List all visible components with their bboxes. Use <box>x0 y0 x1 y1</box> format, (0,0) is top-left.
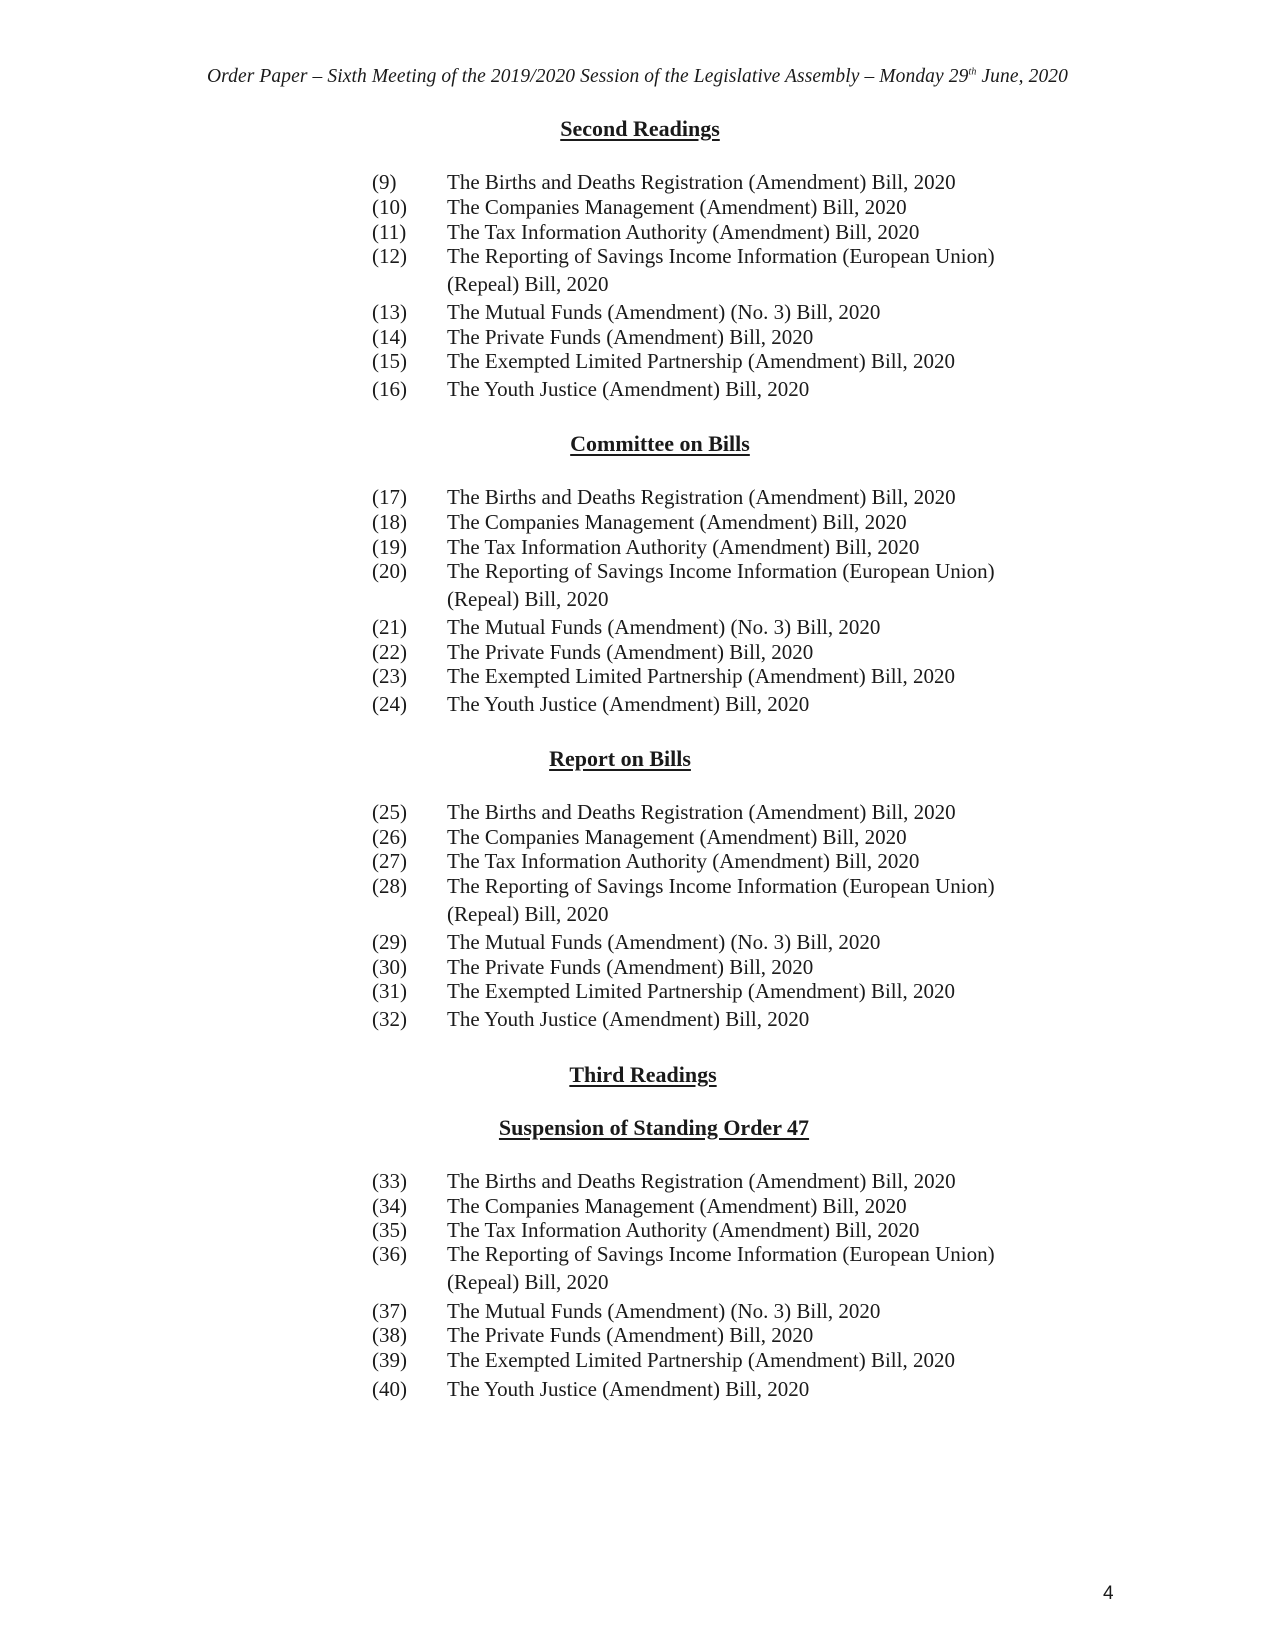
item-number: (15) <box>372 349 407 373</box>
bill-title: The Exempted Limited Partnership (Amendment) Bill, 2020 <box>447 1348 955 1372</box>
bill-title: The Private Funds (Amendment) Bill, 2020 <box>447 955 814 979</box>
section-heading-second-readings: Second Readings <box>560 116 720 141</box>
bill-title: The Tax Information Authority (Amendment) Bill, 2020 <box>447 220 920 244</box>
item-number: (27) <box>372 849 407 873</box>
bill-title: The Tax Information Authority (Amendment) Bill, 2020 <box>447 535 920 559</box>
bill-title: The Tax Information Authority (Amendment) Bill, 2020 <box>447 849 920 873</box>
section-heading-third-readings: Third Readings <box>569 1062 717 1087</box>
item-number: (24) <box>372 692 407 716</box>
item-number: (16) <box>372 377 407 401</box>
item-number: (18) <box>372 510 407 534</box>
bill-title: The Births and Deaths Registration (Amendment) Bill, 2020 <box>447 800 956 824</box>
bill-title: The Private Funds (Amendment) Bill, 2020 <box>447 325 814 349</box>
section-heading-committee-on-bills: Committee on Bills <box>570 431 750 456</box>
bill-title: The Youth Justice (Amendment) Bill, 2020 <box>447 377 810 401</box>
item-number: (35) <box>372 1218 407 1242</box>
item-number: (31) <box>372 979 407 1003</box>
item-number: (13) <box>372 300 407 324</box>
item-number: (37) <box>372 1299 407 1323</box>
item-number: (20) <box>372 559 407 583</box>
page-header <box>0 66 1275 88</box>
header-text: Order Paper – Sixth Meeting of the 2019/2020 Session of the Legislative Assembly – Monday 29 <box>207 66 969 87</box>
item-number: (22) <box>372 640 407 664</box>
page-number: 4 <box>1103 1583 1114 1604</box>
item-number: (40) <box>372 1377 407 1401</box>
header-superscript: th <box>968 66 977 78</box>
item-number: (19) <box>372 535 407 559</box>
item-number: (36) <box>372 1242 407 1266</box>
item-number: (12) <box>372 244 407 268</box>
item-number: (38) <box>372 1323 407 1347</box>
item-number: (10) <box>372 195 407 219</box>
bill-title: The Mutual Funds (Amendment) (No. 3) Bill, 2020 <box>447 930 881 954</box>
bill-title: The Mutual Funds (Amendment) (No. 3) Bill, 2020 <box>447 300 881 324</box>
item-number: (30) <box>372 955 407 979</box>
bill-title: The Tax Information Authority (Amendment) Bill, 2020 <box>447 1218 920 1242</box>
item-number: (17) <box>372 485 407 509</box>
bill-title: The Reporting of Savings Income Information (European Union) (Repeal) Bill, 2020 <box>447 1242 995 1294</box>
item-number: (33) <box>372 1169 407 1193</box>
bill-title: The Mutual Funds (Amendment) (No. 3) Bill, 2020 <box>447 615 881 639</box>
bill-title: The Companies Management (Amendment) Bill, 2020 <box>447 195 907 219</box>
bill-title: The Reporting of Savings Income Information (European Union) (Repeal) Bill, 2020 <box>447 559 995 611</box>
bill-title: The Youth Justice (Amendment) Bill, 2020 <box>447 1007 810 1031</box>
bill-title: The Reporting of Savings Income Information (European Union) (Repeal) Bill, 2020 <box>447 874 995 926</box>
item-number: (34) <box>372 1194 407 1218</box>
bill-title: The Exempted Limited Partnership (Amendment) Bill, 2020 <box>447 979 955 1003</box>
item-number: (26) <box>372 825 407 849</box>
bill-title: The Exempted Limited Partnership (Amendment) Bill, 2020 <box>447 349 955 373</box>
bill-title: The Private Funds (Amendment) Bill, 2020 <box>447 1323 814 1347</box>
bill-title: The Companies Management (Amendment) Bill, 2020 <box>447 510 907 534</box>
bill-title: The Reporting of Savings Income Information (European Union) (Repeal) Bill, 2020 <box>447 244 995 296</box>
item-number: (11) <box>372 220 407 244</box>
bill-title: The Youth Justice (Amendment) Bill, 2020 <box>447 1377 810 1401</box>
item-number: (39) <box>372 1348 407 1372</box>
section-heading-report-on-bills: Report on Bills <box>549 746 691 771</box>
bill-title: The Companies Management (Amendment) Bill, 2020 <box>447 1194 907 1218</box>
header-text-end: June, 2020 <box>976 66 1068 87</box>
item-number: (29) <box>372 930 407 954</box>
bill-title: The Mutual Funds (Amendment) (No. 3) Bill, 2020 <box>447 1299 881 1323</box>
bill-title: The Companies Management (Amendment) Bill, 2020 <box>447 825 907 849</box>
bill-title: The Exempted Limited Partnership (Amendment) Bill, 2020 <box>447 664 955 688</box>
item-number: (21) <box>372 615 407 639</box>
item-number: (32) <box>372 1007 407 1031</box>
item-number: (14) <box>372 325 407 349</box>
bill-title: The Private Funds (Amendment) Bill, 2020 <box>447 640 814 664</box>
item-number: (28) <box>372 874 407 898</box>
bill-title: The Births and Deaths Registration (Amendment) Bill, 2020 <box>447 485 956 509</box>
item-number: (25) <box>372 800 407 824</box>
section-subheading-standing-order: Suspension of Standing Order 47 <box>498 1115 810 1140</box>
item-number: (9) <box>372 170 397 194</box>
item-number: (23) <box>372 664 407 688</box>
bill-title: The Youth Justice (Amendment) Bill, 2020 <box>447 692 810 716</box>
bill-title: The Births and Deaths Registration (Amendment) Bill, 2020 <box>447 170 956 194</box>
bill-title: The Births and Deaths Registration (Amendment) Bill, 2020 <box>447 1169 956 1193</box>
